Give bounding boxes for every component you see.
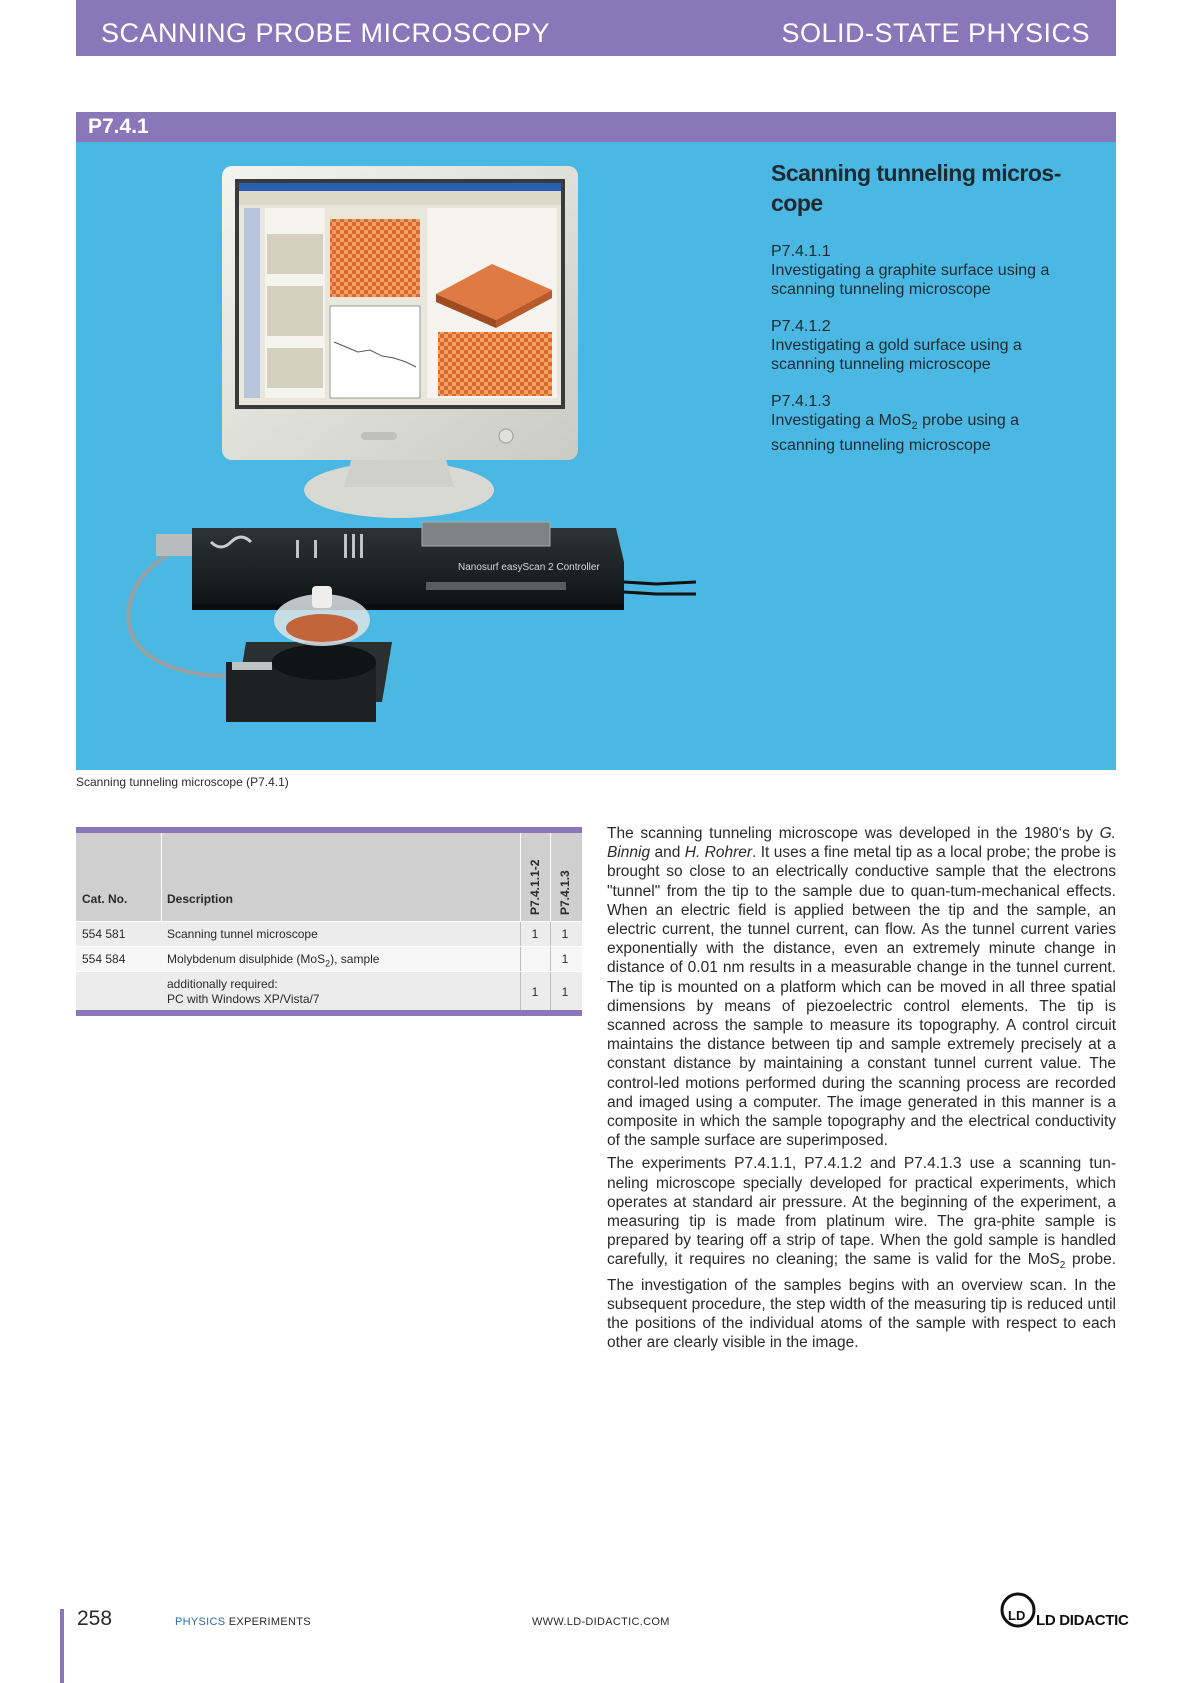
header-subject: SOLID-STATE PHYSICS <box>781 18 1090 48</box>
text-run: The experiments P7.4.1.1, P7.4.1.2 and P7.4.1.3 use a scanning tun-neling microscope specially developed for practical experiments, which operates at standard air pressure. At the beginning of the experiment, a measuring tip is made from platinum wire. The gra-phite sample is prepared by tearing off a strip of tape. When the gold sample is handled carefully, it requires no cleaning; the same is valid for the MoS <box>607 1155 1116 1269</box>
table-bottom-rule <box>76 1010 582 1016</box>
table-row <box>76 921 582 946</box>
header-experiment-label: P7.4.1.1-2 <box>528 859 542 915</box>
cell-qty: 1 <box>561 927 569 941</box>
column-divider <box>520 972 521 1010</box>
cell-description <box>167 952 379 971</box>
hero-image-panel <box>76 142 1116 770</box>
experiment-code: P7.4.1.3 <box>771 393 831 410</box>
footer-series-experiments: EXPERIMENTS <box>225 1616 311 1628</box>
cell-qty: 1 <box>561 985 569 999</box>
cell-description-text: Molybdenum disulphide (MoS <box>167 952 326 966</box>
header-experiment-col <box>520 835 550 915</box>
logo-mark: LD <box>1008 1608 1026 1623</box>
header-experiment-label: P7.4.1.3 <box>558 870 572 915</box>
header-experiment-col <box>550 835 580 915</box>
cell-description <box>167 977 320 1007</box>
experiment-title-line: Investigating a graphite surface using a <box>771 262 1050 279</box>
experiment-title-line: scanning tunneling microscope <box>771 437 991 455</box>
page-number: 258 <box>77 1607 113 1630</box>
cell-cat-no: 554 584 <box>82 952 126 966</box>
experiment-title-text: Investigating a MoS <box>771 412 912 429</box>
subscript: 2 <box>1059 1260 1066 1272</box>
header-description: Description <box>167 892 234 906</box>
hero-title-line-1: Scanning tunneling micros- <box>771 160 1061 186</box>
cell-description: Scanning tunnel microscope <box>167 927 318 941</box>
header-topic: SCANNING PROBE MICROSCOPY <box>101 18 551 48</box>
experiment-item <box>771 242 1091 299</box>
cell-cat-no: 554 581 <box>82 927 126 941</box>
section-bar <box>76 112 1116 142</box>
table-row <box>76 946 582 971</box>
footer-series-label <box>175 1616 311 1628</box>
cell-qty: 1 <box>531 985 539 999</box>
experiment-code: P7.4.1.1 <box>771 243 831 260</box>
column-divider <box>161 833 162 921</box>
hero-title-line-2: cope <box>771 190 823 216</box>
column-divider <box>520 922 521 946</box>
cell-description-line: additionally required: <box>167 977 278 991</box>
subscript: 2 <box>911 420 918 433</box>
table-header <box>76 833 582 921</box>
body-text <box>607 824 1116 1357</box>
experiment-code: P7.4.1.2 <box>771 318 831 335</box>
controller-label: Nanosurf easyScan 2 Controller <box>458 562 600 573</box>
stm-setup-illustration <box>76 142 1116 770</box>
footer-accent-bar <box>60 1609 64 1683</box>
experiment-title-line: scanning tunneling microscope <box>771 281 991 298</box>
brand-name: LD DIDACTIC <box>1036 1612 1129 1629</box>
section-code: P7.4.1 <box>88 115 149 138</box>
footer-url: WWW.LD-DIDACTIC.COM <box>532 1616 670 1628</box>
experiment-title-line: scanning tunneling microscope <box>771 356 991 373</box>
text-run: . It uses a fine metal tip as a local probe; the probe is brought so close to an electrically conductive sample that the electrons "tunnel" from the tip to the sample due to quan-tum-mechanical effects. When an electric field is applied between the tip and the sample, an electric current, the tunnel current, can flow. As the tunnel current varies exponentially with the distance, even an extremely minute change in distance of 0.01 nm results in a measurable change in the tunnel current. The tip is mounted on a platform which can be moved in all three spatial dimensions by means of piezoelectric control elements. The tip is scanned across the sample to measure its topography. A control circuit maintains the distance between tip and sample extremely precisely at a constant distance by maintaining a constant tunnel current value. The control-led motions performed during the scanning process are recorded and imaged using a computer. The image generated in this manner is a composite in which the sample topography and the electrical conductivity of the sample surface are superimposed. <box>607 844 1116 1150</box>
footer-series-physics: PHYSICS <box>175 1616 226 1628</box>
cell-description-text: ), sample <box>330 952 380 966</box>
experiment-title-text: probe using a <box>917 412 1020 429</box>
table-row <box>76 971 582 1010</box>
cell-qty: 1 <box>561 952 569 966</box>
column-divider <box>550 947 551 971</box>
text-run: probe. The investigation of the samples begins with an overview scan. In the subsequent procedure, the step width of the measuring tip is reduced until the positions of the individual atoms of the sample with respect to each other are clearly visible in the image. <box>607 1251 1116 1352</box>
header-cat-no: Cat. No. <box>82 892 128 906</box>
experiment-item <box>771 317 1091 374</box>
cell-description-line: PC with Windows XP/Vista/7 <box>167 992 320 1006</box>
column-divider <box>520 947 521 971</box>
column-divider <box>550 972 551 1010</box>
experiment-item <box>771 392 1091 455</box>
text-run: and <box>650 844 685 862</box>
subscript: 2 <box>325 958 331 969</box>
figure-caption: Scanning tunneling microscope (P7.4.1) <box>76 775 289 789</box>
author-name: G. Binnig <box>607 825 1116 862</box>
equipment-table <box>76 827 582 1016</box>
experiment-title-line <box>771 411 1091 436</box>
column-divider <box>550 922 551 946</box>
paragraph <box>607 1154 1116 1352</box>
cell-qty: 1 <box>531 927 539 941</box>
author-name: H. Rohrer <box>684 844 753 862</box>
paragraph <box>607 824 1116 1150</box>
experiment-title-line: Investigating a gold surface using a <box>771 337 1022 354</box>
text-run: The scanning tunneling microscope was developed in the 1980‘s by <box>607 825 1100 842</box>
page-header-band <box>76 0 1116 56</box>
hero-title <box>771 158 1091 218</box>
